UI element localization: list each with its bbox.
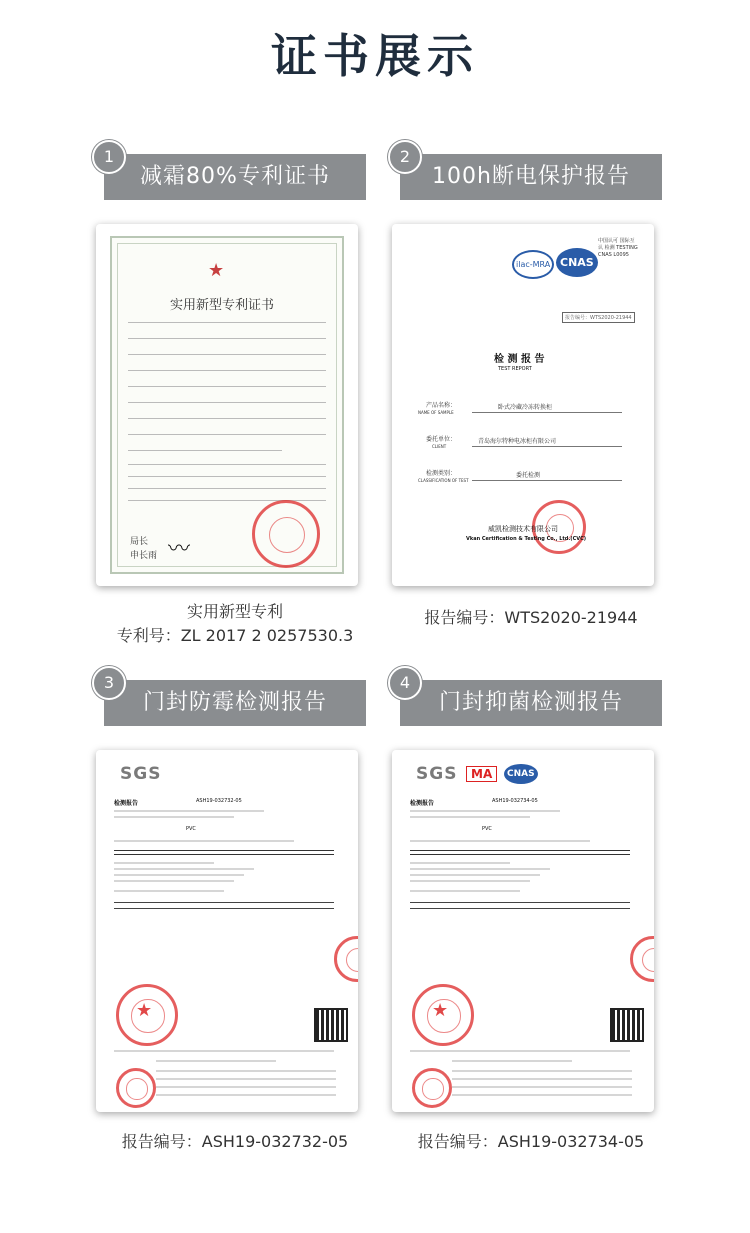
certificate-border: ★ 实用新型专利证书 局长 申长雨 〰: [110, 236, 344, 574]
card-banner: 门封抑菌检测报告: [400, 680, 662, 726]
report-title: 检测报告: [410, 800, 435, 807]
card-caption: 报告编号：ASH19-032732-05: [121, 1132, 349, 1151]
report-number: 报告编号：WTS2020-21944: [562, 312, 635, 323]
official-seal-3: [412, 1068, 452, 1108]
seal-star-icon: ★: [136, 1000, 153, 1021]
card-banner: 100h断电保护报告: [400, 154, 662, 200]
card-caption: 实用新型专利 专利号：ZL 2017 2 0257530.3: [116, 602, 354, 645]
report-number: ASH19-032734-05: [492, 798, 538, 804]
qr-code-icon: [610, 1008, 644, 1042]
signature: 〰: [168, 537, 191, 562]
sgs-logo: SGS: [416, 764, 458, 784]
patent-emblem-icon: ★: [208, 260, 225, 281]
official-seal: [252, 500, 320, 568]
official-seal-2: [334, 936, 358, 982]
report-heading-cn: 检 测 报 告: [494, 354, 545, 365]
sample-value: PVC: [482, 826, 492, 832]
official-seal-2: [630, 936, 654, 982]
ma-logo: MA: [466, 766, 497, 782]
card-banner: 门封防霉检测报告: [104, 680, 366, 726]
report-heading-en: TEST REPORT: [498, 366, 532, 372]
card-number-badge: 2: [388, 140, 422, 174]
seal-star-icon: ★: [432, 1000, 449, 1021]
certificate-heading: 实用新型专利证书: [170, 298, 275, 313]
card-caption: 报告编号：ASH19-032734-05: [417, 1132, 645, 1151]
cnas-text: 中国认可 国际互认 检测 TESTING CNAS L0095: [598, 238, 638, 258]
card-banner: 减霜80%专利证书: [104, 154, 366, 200]
certificate-image-power-off-report[interactable]: ilac-MRA CNAS 中国认可 国际互认 检测 TESTING CNAS L0095 报告编号：WTS2020-21944 检 测 报 告 TEST REPORT 产品名称： NAME OF SAMPLE 卧式冷藏冷冻转换柜 委托单位： CLIENT 青岛海尔特种电冰柜有限公司 检测类别： CLASSIFICATION OF TEST 委托检测 威凯检测技术有限公司 Vkan Certification & Testing Co., Ltd.(CVC): [392, 224, 654, 586]
report-title: 检测报告: [114, 800, 139, 807]
sample-value: PVC: [186, 826, 196, 832]
card-number-badge: 1: [92, 140, 126, 174]
certificate-image-antibacterial-report[interactable]: [392, 750, 654, 1112]
cnas-logo: CNAS: [504, 764, 538, 784]
sgs-logo: SGS: [120, 764, 162, 784]
report-number: ASH19-032732-05: [196, 798, 242, 804]
official-seal-3: [116, 1068, 156, 1108]
certificate-image-antimold-report[interactable]: [96, 750, 358, 1112]
card-number-badge: 3: [92, 666, 126, 700]
card-number-badge: 4: [388, 666, 422, 700]
page-title: 证书展示: [271, 29, 479, 83]
ilac-logo: ilac-MRA: [512, 250, 554, 279]
certificate-image-patent[interactable]: [96, 224, 358, 586]
company-name-en: Vkan Certification & Testing Co., Ltd.(CVC): [466, 536, 587, 542]
company-name-cn: 威凯检测技术有限公司: [488, 525, 558, 533]
qr-code-icon: [314, 1008, 348, 1042]
card-caption: 报告编号：WTS2020-21944: [424, 608, 638, 627]
cnas-logo: CNAS: [556, 248, 598, 277]
